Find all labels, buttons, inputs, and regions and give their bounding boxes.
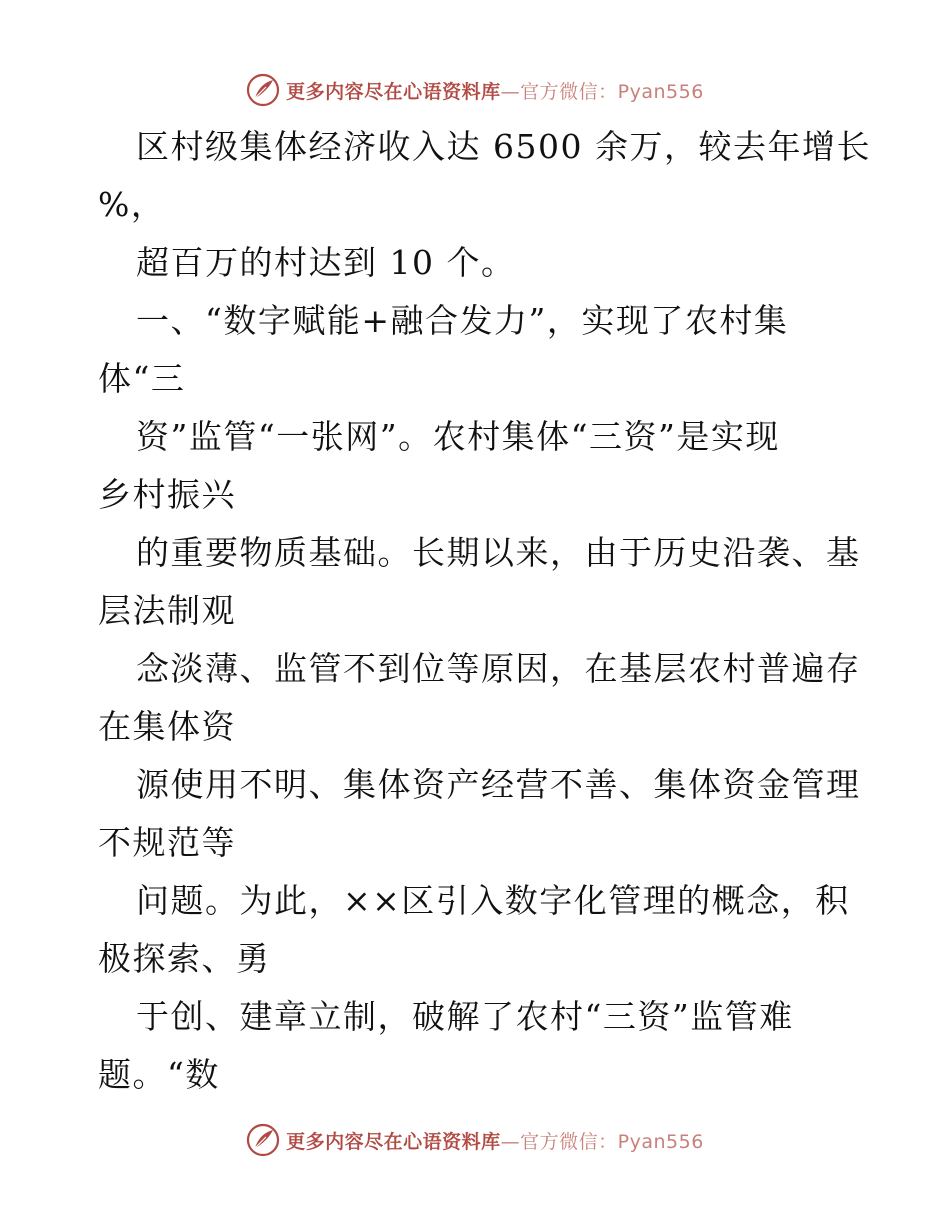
text-line-7: 乡村振兴 bbox=[98, 475, 236, 514]
watermark-wechat: 官方微信：Pyan556 bbox=[520, 1130, 704, 1153]
watermark-text bbox=[286, 1127, 704, 1154]
text-line-11: 在集体资 bbox=[98, 707, 236, 746]
watermark-dash: — bbox=[500, 1130, 521, 1153]
watermark-site: 更多内容尽在心语资料库 bbox=[286, 80, 501, 103]
text-line-13: 不规范等 bbox=[98, 823, 236, 862]
text-line-8: 的重要物质基础。长期以来，由于历史沿袭、基 bbox=[136, 533, 861, 572]
footer-watermark bbox=[0, 1120, 950, 1160]
text-line-5: 体“三 bbox=[98, 359, 186, 398]
feather-logo-icon bbox=[246, 73, 280, 107]
feather-logo-icon bbox=[246, 1123, 280, 1157]
text-line-3: 超百万的村达到 10 个。 bbox=[136, 243, 516, 282]
text-line-1: 区村级集体经济收入达 6500 余万，较去年增长 bbox=[136, 127, 871, 166]
text-line-14: 问题。为此，××区引入数字化管理的概念，积 bbox=[136, 881, 850, 920]
text-line-10: 念淡薄、监管不到位等原因，在基层农村普遍存 bbox=[136, 649, 861, 688]
watermark-wechat: 官方微信：Pyan556 bbox=[520, 80, 704, 103]
watermark-text bbox=[286, 77, 704, 104]
text-line-15: 极探索、勇 bbox=[98, 939, 271, 978]
text-line-17: 题。“数 bbox=[98, 1055, 220, 1094]
text-line-4: 一、“数字赋能+融合发力”，实现了农村集 bbox=[136, 301, 789, 340]
document-body bbox=[98, 118, 871, 1104]
text-line-2: %， bbox=[98, 185, 166, 224]
text-line-6: 资”监管“一张网”。农村集体“三资”是实现 bbox=[136, 417, 780, 456]
text-line-16: 于创、建章立制，破解了农村“三资”监管难 bbox=[136, 997, 794, 1036]
text-line-9: 层法制观 bbox=[98, 591, 236, 630]
text-line-12: 源使用不明、集体资产经营不善、集体资金管理 bbox=[136, 765, 861, 804]
watermark-site: 更多内容尽在心语资料库 bbox=[286, 1130, 501, 1153]
watermark-dash: — bbox=[500, 80, 521, 103]
header-watermark bbox=[0, 70, 950, 110]
